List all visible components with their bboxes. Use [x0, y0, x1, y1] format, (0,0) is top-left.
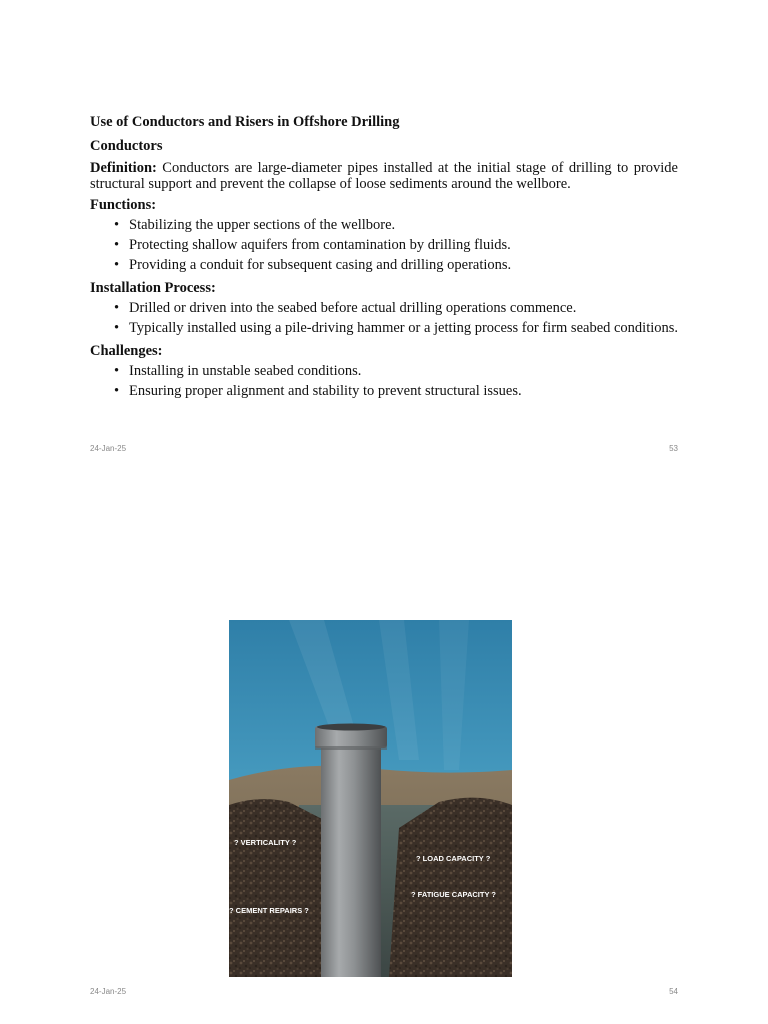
page-content	[90, 113, 678, 405]
footer-page-number: 53	[669, 444, 678, 453]
fatigue-capacity-label: ? FATIGUE CAPACITY ?	[411, 890, 497, 899]
conductor-illustration	[229, 620, 512, 977]
list-item: • Providing a conduit for subsequent casing and drilling operations.	[114, 255, 678, 275]
verticality-label: ? VERTICALITY ?	[234, 838, 297, 847]
list-item: • Typically installed using a pile-driving hammer or a jetting process for firm seabed conditions.	[114, 318, 678, 338]
challenges-list	[90, 361, 678, 401]
document-title: Use of Conductors and Risers in Offshore Drilling	[90, 114, 400, 130]
functions-list	[90, 215, 678, 275]
footer-date: 24-Jan-25	[90, 444, 127, 453]
document-page-54	[0, 465, 768, 1024]
cement-repairs-label: ? CEMENT REPAIRS ?	[229, 906, 309, 915]
footer-page-number: 54	[669, 987, 678, 996]
list-item: • Protecting shallow aquifers from contamination by drilling fluids.	[114, 235, 678, 255]
definition-text: Conductors are large-diameter pipes installed at the initial stage of drilling to provide structural support and prevent the collapse of loose sediments around the wellbore.	[90, 160, 678, 192]
functions-heading: Functions:	[90, 197, 157, 213]
definition-label: Definition:	[90, 160, 157, 176]
section-heading-conductors: Conductors	[90, 138, 163, 154]
installation-list	[90, 298, 678, 338]
installation-heading: Installation Process:	[90, 280, 216, 296]
load-capacity-label: ? LOAD CAPACITY ?	[416, 854, 491, 863]
list-item: • Ensuring proper alignment and stability to prevent structural issues.	[114, 381, 678, 401]
list-item: • Drilled or driven into the seabed before actual drilling operations commence.	[114, 298, 678, 318]
list-item: • Installing in unstable seabed conditions.	[114, 361, 678, 381]
conductor-illustration-svg	[229, 620, 512, 977]
list-item: • Stabilizing the upper sections of the wellbore.	[114, 215, 678, 235]
document-page-53	[0, 0, 768, 465]
footer-date: 24-Jan-25	[90, 987, 127, 996]
definition-paragraph	[90, 160, 678, 192]
challenges-heading: Challenges:	[90, 343, 163, 359]
